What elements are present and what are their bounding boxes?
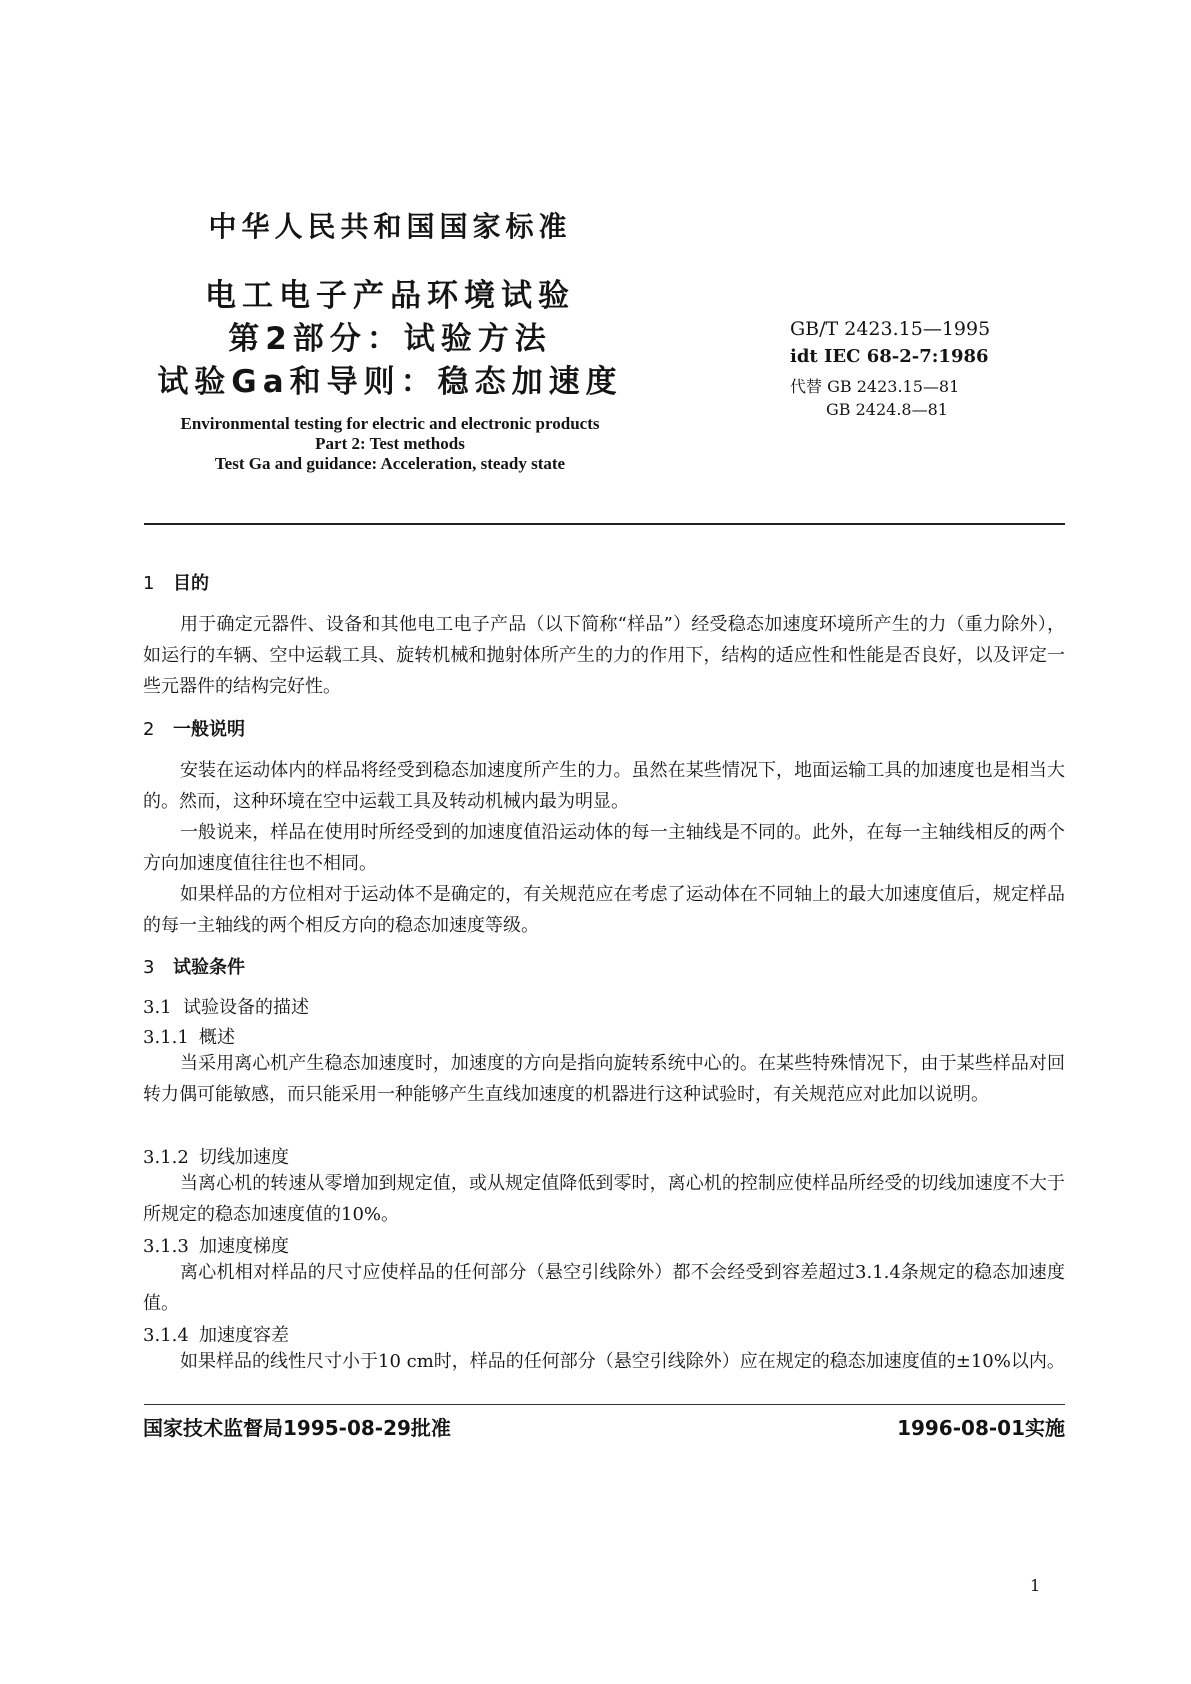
section-1-number: 1 — [143, 573, 155, 594]
section-2-title: 一般说明 — [173, 719, 245, 740]
page-number: 1 — [1030, 1576, 1041, 1595]
replaced-standard-2: GB 2424.8—81 — [826, 400, 948, 419]
section-2-paragraph-3: 如果样品的方位相对于运动体不是确定的，有关规范应在考虑了运动体在不同轴上的最大加速度值后，规定样品的每一主轴线的两个相反方向的稳态加速度等级。 — [143, 884, 1065, 936]
footer-divider — [144, 1404, 1065, 1405]
section-2-paragraph-1: 安装在运动体内的样品将经受到稳态加速度所产生的力。虽然在某些情况下，地面运输工具的加速度也是相当大的。然而，这种环境在空中运载工具及转动机械内最为明显。 — [143, 760, 1065, 812]
national-standard-heading: 中华人民共和国国家标准 — [208, 210, 572, 243]
subsection-3-1-3-number: 3.1.3 — [143, 1236, 189, 1257]
subsection-3-1-1-title: 概述 — [199, 1027, 235, 1048]
section-2-paragraph-2: 一般说来，样品在使用时所经受到的加速度值沿运动体的每一主轴线是不同的。此外，在每一主轴线相反的两个方向加速度值往往也不相同。 — [143, 822, 1065, 874]
subsection-3-1-4-number: 3.1.4 — [143, 1325, 189, 1346]
section-2-heading — [143, 715, 245, 741]
subsection-3-1-number: 3.1 — [143, 997, 172, 1018]
section-1-paragraph: 用于确定元器件、设备和其他电工电子产品（以下简称“样品”）经受稳态加速度环境所产生的力（重力除外），如运行的车辆、空中运载工具、旋转机械和抛射体所产生的力的作用下，结构的适应性和性能是否良好，以及评定一些元器件的结构完好性。 — [143, 614, 1065, 697]
approval-line: 国家技术监督局1995-08-29批准 — [143, 1416, 451, 1440]
subsection-3-1-1-heading — [143, 1023, 235, 1049]
section-3-heading — [143, 953, 245, 979]
subsection-3-1-4-heading — [143, 1321, 289, 1347]
section-3-title: 试验条件 — [173, 957, 245, 978]
subsection-3-1-heading — [143, 993, 309, 1019]
chinese-title-line-2: 第2部分：试验方法 — [228, 321, 552, 357]
subsection-3-1-title: 试验设备的描述 — [183, 997, 309, 1018]
replaces-line-1 — [790, 374, 959, 397]
idt-reference: idt IEC 68-2-7:1986 — [790, 346, 989, 367]
subsection-3-1-2-text: 当离心机的转速从零增加到规定值，或从规定值降低到零时，离心机的控制应使样品所经受的切线加速度不大于所规定的稳态加速度值的10%。 — [143, 1173, 1065, 1225]
section-2-number: 2 — [143, 719, 155, 740]
section-3-number: 3 — [143, 957, 155, 978]
subsection-3-1-2-title: 切线加速度 — [199, 1147, 289, 1168]
english-title-line-2: Part 2: Test methods — [315, 434, 465, 453]
subsection-3-1-4-text: 如果样品的线性尺寸小于10 cm时，样品的任何部分（悬空引线除外）应在规定的稳态加速度值的±10%以内。 — [180, 1351, 1065, 1372]
chinese-title-line-1: 电工电子产品环境试验 — [205, 278, 575, 314]
subsection-3-1-3-title: 加速度梯度 — [199, 1236, 289, 1257]
subsection-3-1-1-number: 3.1.1 — [143, 1027, 189, 1048]
replaced-standard-1: GB 2423.15—81 — [827, 377, 960, 396]
english-title-line-3: Test Ga and guidance: Acceleration, steady state — [214, 454, 566, 473]
subsection-3-1-1-text: 当采用离心机产生稳态加速度时，加速度的方向是指向旋转系统中心的。在某些特殊情况下，由于某些样品对回转力偶可能敏感，而只能采用一种能够产生直线加速度的机器进行这种试验时，有关规范应对此加以说明。 — [143, 1053, 1065, 1105]
subsection-3-1-2-number: 3.1.2 — [143, 1147, 189, 1168]
replaces-label: 代替 — [790, 377, 823, 396]
section-1-title: 目的 — [173, 573, 209, 594]
implementation-date: 1996-08-01实施 — [897, 1416, 1065, 1440]
standard-number: GB/T 2423.15—1995 — [790, 318, 991, 340]
chinese-title-line-3: 试验Ga和导则：稳态加速度 — [157, 364, 623, 400]
english-title-line-1: Environmental testing for electric and electronic products — [180, 414, 600, 433]
subsection-3-1-3-heading — [143, 1232, 289, 1258]
subsection-3-1-4-title: 加速度容差 — [199, 1325, 289, 1346]
subsection-3-1-3-text: 离心机相对样品的尺寸应使样品的任何部分（悬空引线除外）都不会经受到容差超过3.1.4条规定的稳态加速度值。 — [143, 1262, 1065, 1314]
subsection-3-1-2-heading — [143, 1143, 289, 1169]
section-1-heading — [143, 569, 209, 595]
header-divider — [144, 523, 1065, 525]
